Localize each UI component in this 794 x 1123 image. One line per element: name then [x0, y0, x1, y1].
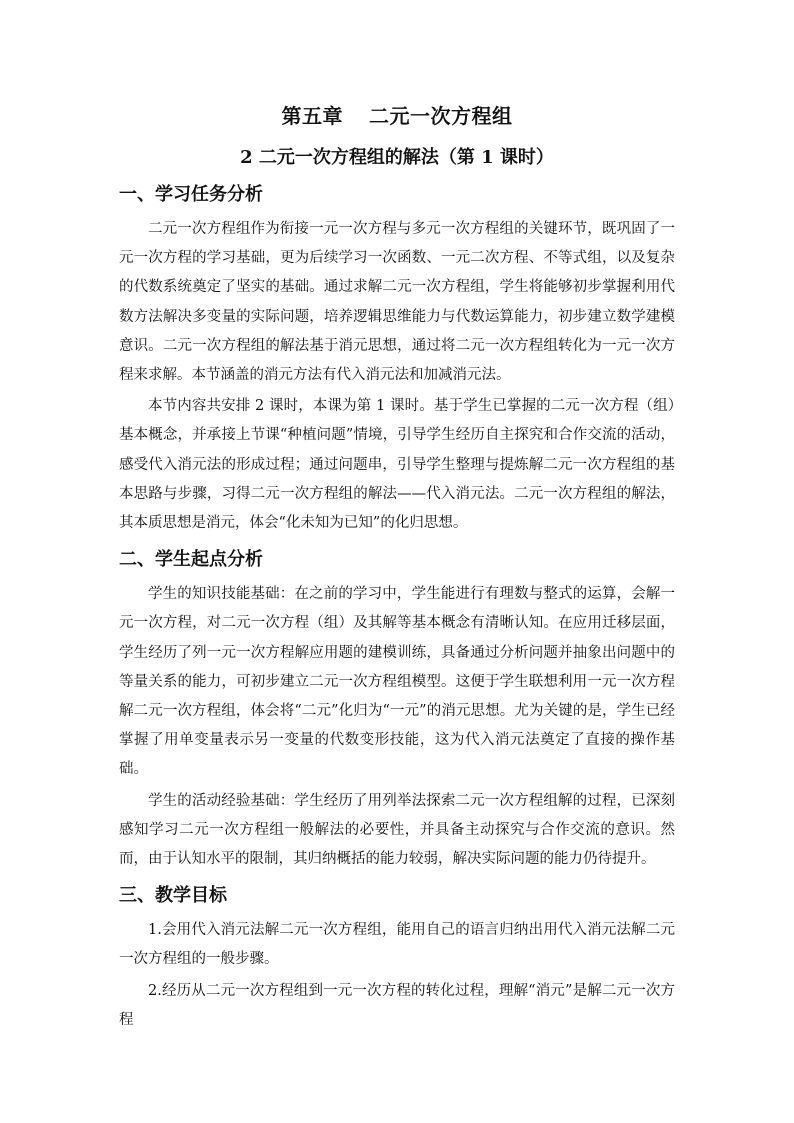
lesson-title: 2 二元一次方程组的解法（第 1 课时） [240, 147, 554, 168]
section-heading: 三、教学目标 [119, 885, 227, 907]
paragraph: 学生的知识技能基础：在之前的学习中，学生能进行有理数与整式的运算，会解一元一次方程，对二元一次方程（组）及其解等基本概念有清晰认知。在应用迁移层面，学生经历了列一元一次方程解应用题的建模训练，具备通过分析问题并抽象出问题中的等量关系的能力，可初步建立二元一次方程组模型。这便于学生联想利用一元一次方程解二元一次方程组，体会将“二元”化归为“一元”的消元思想。尤为关键的是，学生已经掌握了用单变量表示另一变量的代数变形技能，这为代入消元法奠定了直接的操作基础。 [119, 586, 675, 778]
section-task-analysis [119, 181, 675, 538]
chapter-title [119, 100, 675, 132]
section-heading: 二、学生起点分析 [119, 549, 263, 571]
paragraph: 学生的活动经验基础：学生经历了用列举法探索二元一次方程组解的过程，已深刻感知学习二元一次方程组一般解法的必要性，并具备主动探究与合作交流的意识。然而，由于认知水平的限制，其归纳概括的能力较弱，解决实际问题的能力仍待提升。 [119, 792, 675, 868]
paragraph: 1.会用代入消元法解二元一次方程组，能用自己的语言归纳出用代入消元法解二元一次方程组的一般步骤。 [119, 922, 675, 968]
paragraph: 二元一次方程组作为衔接一元一次方程与多元一次方程组的关键环节，既巩固了一元一次方程的学习基础，更为后续学习一次函数、一元二次方程、不等式组，以及复杂的代数系统奠定了坚实的基础。通过求解二元一次方程组，学生将能够初步掌握利用代数方法解决多变量的实际问题，培养逻辑思维能力与代数运算能力，初步建立数学建模意识。二元一次方程组的解法基于消元思想，通过将二元一次方程组转化为一元一次方程来求解。本节涵盖的消元方法有代入消元法和加减消元法。 [119, 221, 675, 384]
paragraph: 本节内容共安排 2 课时，本课为第 1 课时。基于学生已掌握的二元一次方程（组）基本概念，并承接上节课“种植问题”情境，引导学生经历自主探究和合作交流的活动，感受代入消元法的形成过程；通过问题串，引导学生整理与提炼解二元一次方程组的基本思路与步骤，习得二元一次方程组的解法——代入消元法。二元一次方程组的解法，其本质思想是消元，体会“化未知为已知”的化归思想。 [119, 398, 675, 532]
chapter-number: 第五章 [281, 104, 343, 128]
chapter-name: 二元一次方程组 [369, 104, 513, 128]
paragraph: 2.经历从二元一次方程组到一元一次方程的转化过程，理解“消元”是解二元一次方程 [119, 982, 675, 1028]
section-heading: 一、学习任务分析 [119, 184, 263, 205]
section-student-starting-point [119, 546, 675, 874]
section-teaching-objectives [119, 882, 675, 1035]
document-content [119, 100, 675, 1035]
